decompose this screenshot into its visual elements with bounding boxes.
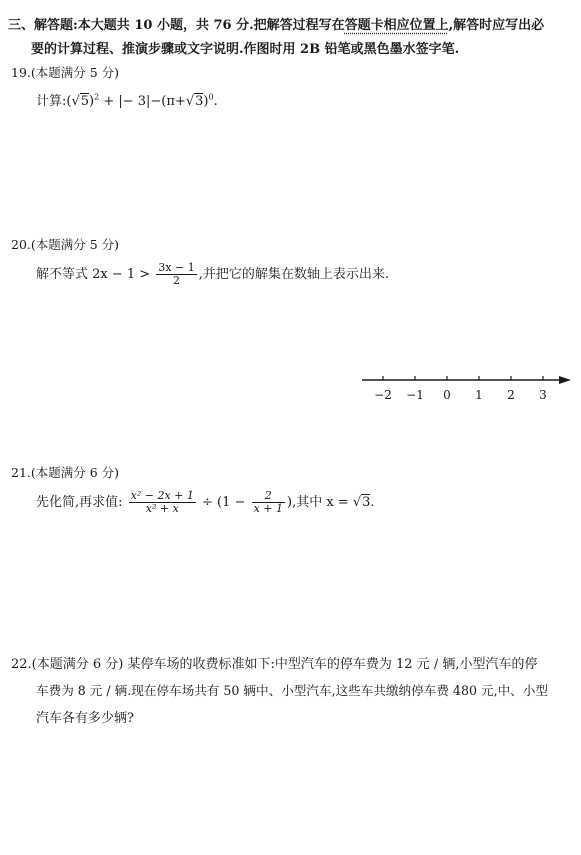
q21-fraction2 <box>252 490 285 515</box>
q21-fraction1 <box>129 490 196 515</box>
q19-exp0: 0 <box>208 92 214 102</box>
number-line-label: 3 <box>539 388 547 402</box>
q21-middle: ),其中 x = <box>287 495 349 510</box>
header-text-emphasis: 答题卡相应位置上 <box>344 18 449 33</box>
q19-middle: + |− 3|−(π+ <box>99 94 186 109</box>
number-line-label: 2 <box>507 388 515 402</box>
q19-prefix: 计算: <box>36 94 67 109</box>
q19-sqrt5: 5 <box>80 94 90 109</box>
q22-label: 22.(本题满分 6 分) <box>11 657 124 672</box>
q21-prefix: 先化简,再求值: <box>36 495 123 510</box>
q22-line1 <box>11 653 537 672</box>
q19-close: ) <box>203 94 209 109</box>
number-line-label: −2 <box>374 388 392 402</box>
q20-label: 20.(本题满分 5 分) <box>11 237 120 252</box>
q20-prefix: 解不等式 2x − 1 > <box>36 267 151 282</box>
q19-end: . <box>213 94 218 109</box>
header-text-c: ,解答时应写出必 <box>448 18 545 33</box>
number-line-label: 1 <box>475 388 483 402</box>
q21-divide: ÷ (1 − <box>202 495 246 510</box>
q19-exp2: 2 <box>94 92 100 102</box>
q22-line2: 车费为 8 元 / 辆.现在停车场共有 50 辆中、小型汽车,这些车共缴纳停车费 480 元,中、小型 <box>36 683 548 698</box>
number-line-label: 0 <box>443 388 451 402</box>
header-text-a: 三、解答题:本大题共 10 小题，共 76 分.把解答过程写在 <box>8 18 345 33</box>
q19-sqrt3: 3 <box>195 94 204 109</box>
section-header-line1 <box>8 14 544 33</box>
q20-numerator: 3x − 1 <box>158 261 195 274</box>
q20-expression <box>36 262 389 287</box>
number-line-label: −1 <box>406 388 424 402</box>
q19-expression: 计算$:(√5)^2$ + |− $3|-(\pi+√3)^0$. <box>36 92 218 109</box>
number-line-arrow <box>559 376 571 384</box>
q21-numerator2: 2 <box>264 489 272 502</box>
q21-denominator2: x + 1 <box>253 502 283 515</box>
q21-expression: 先化简,再求值: $\frac{\text{x² − 2x + 1}}{\text{x² + x}}$ ÷ (1 − $\frac{2}{x + 1}$ ),其中 x = √3. <box>36 489 375 515</box>
q21-sqrt3: 3 <box>362 495 371 510</box>
q22-text-line1: 某停车场的收费标准如下:中型汽车的停车费为 12 元 / 辆,小型汽车的停 <box>127 657 538 672</box>
number-line <box>355 368 575 408</box>
q21-label: 21.(本题满分 6 分) <box>11 465 120 480</box>
q20-fraction <box>156 262 196 287</box>
section-header-line2: 要的计算过程、推演步骤或文字说明.作图时用 2B 铅笔或黑色墨水签字笔. <box>31 42 460 57</box>
q20-denominator: 2 <box>156 274 196 287</box>
q22-line3: 汽车各有多少辆? <box>36 711 134 726</box>
q20-suffix: ,并把它的解集在数轴上表示出来. <box>198 267 390 282</box>
q21-numerator1: x² − 2x + 1 <box>130 489 194 502</box>
q21-denominator1: x² + x <box>129 502 196 515</box>
q19-label: 19.(本题满分 5 分) <box>11 65 120 80</box>
q21-end: . <box>370 495 375 510</box>
